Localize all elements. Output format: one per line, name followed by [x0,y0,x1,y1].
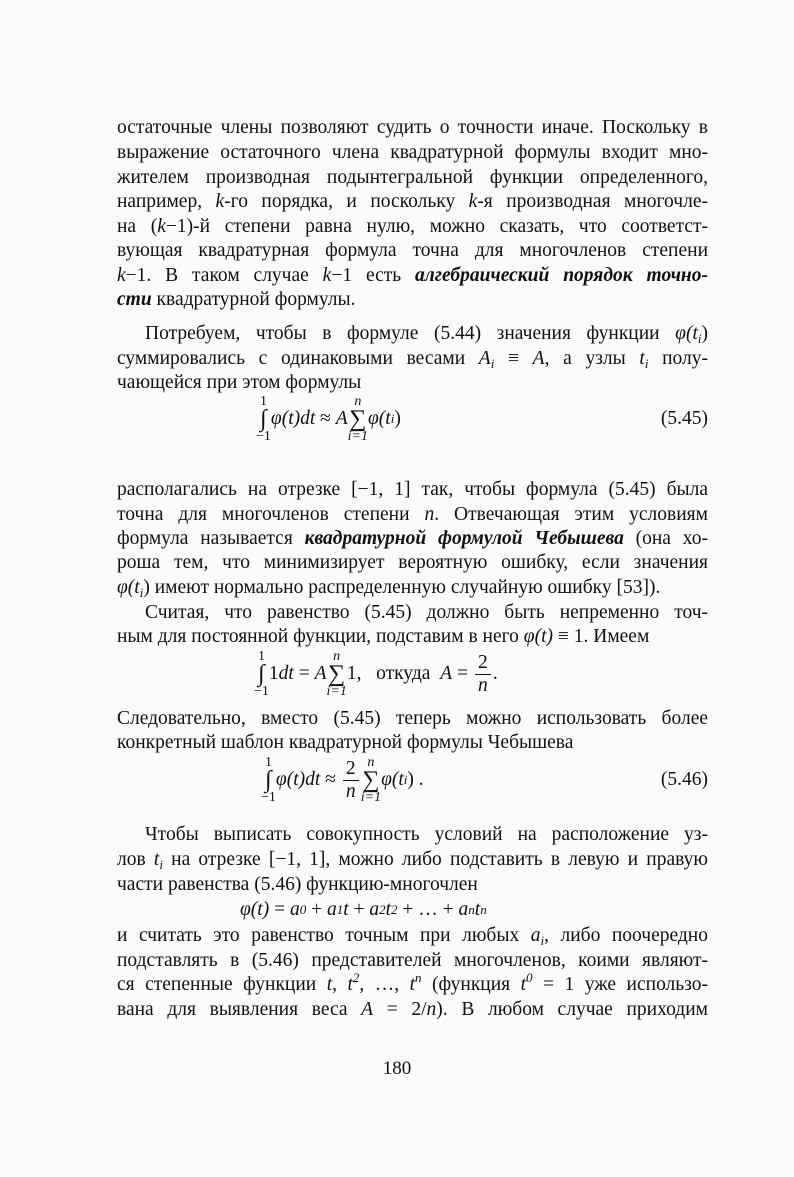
text-line [117,265,708,286]
text-segment: ≈ [320,769,341,790]
text-line [117,708,708,729]
math-segment: n [415,970,422,985]
text-segment: 1 [268,663,279,684]
text-line [117,348,708,369]
integral-operator [256,395,271,443]
text-line [117,577,708,598]
text-line [117,950,708,971]
text-line [145,824,708,845]
math-segment: 0 [526,970,533,985]
integral-lower-limit: −1 [254,684,269,699]
line-content [117,142,708,163]
formula-main: φ(t) = a 0 + a 1 t + a 2 t 2 + … + a n t n [240,899,487,920]
math-segment: k [215,191,225,212]
text-line [117,732,708,753]
text-segment: на отрезке [−1, 1], можно либо подставить в левую и правую [162,849,708,870]
text-line [117,528,708,549]
text-segment: выражение остаточного члена квадратурной формулы входит мно- [117,142,708,163]
line-content [117,265,708,286]
math-segment: A [335,408,348,429]
sum-upper-limit: n [333,649,341,664]
formula-row [256,395,401,443]
line-content [117,191,708,212]
text-segment: = 2/ [373,999,427,1020]
text-segment: лов [117,849,154,870]
text-segment: -го порядка, и поскольку [224,191,469,212]
text-segment: , …, [359,974,410,995]
integral-operator [254,650,269,698]
line-content [117,999,708,1020]
math-segment: n [424,504,435,525]
line-content [145,323,708,344]
text-segment: ) . [407,769,424,790]
integral-upper-limit: 1 [257,649,265,664]
text-segment: ≈ [315,408,336,429]
math-segment: t [153,849,160,870]
text-segment: , [332,974,348,995]
text-line [117,289,708,310]
text-line [117,191,708,212]
math-segment: i [644,356,649,371]
text-segment: -я производная многочле- [477,191,708,212]
line-content [117,970,709,995]
sum-sign: ∑ [362,767,380,793]
formula-tail: . [492,663,498,684]
math-segment: A [361,999,374,1020]
text-segment: конкретный шаблон квадратурной формулы Чебышева [117,732,574,753]
text-segment: вующая квадратурная формула точна для многочленов степени [117,240,708,261]
math-segment: k [157,216,166,237]
line-content [145,602,708,623]
sum-lower-limit: i=1 [326,684,347,699]
formula-main [254,650,473,698]
text-segment: = [452,663,473,684]
math-segment: φ(t [675,323,698,344]
math-segment: a [289,899,300,920]
math-segment: A [440,663,453,684]
math-segment: k [468,191,478,212]
math-segment: t [474,899,481,920]
math-segment: i [540,933,545,948]
math-segment: A [532,348,545,369]
fraction-denominator: n [345,780,356,802]
text-segment: располагались на отрезке [−1, 1] так, чтобы формула (5.45) была [117,479,708,500]
text-line [117,849,708,870]
text-segment: например, [117,191,216,212]
math-segment: φ(t) [240,899,270,920]
text-segment: Считая, что равенство (5.45) должно быть непременно точ- [145,602,708,623]
text-segment: + [306,899,327,920]
text-segment: (функция [421,974,521,995]
text-line [117,167,708,188]
text-segment: полу- [648,348,708,369]
text-segment: , а узлы [544,348,640,369]
sum-upper-limit: n [367,755,375,770]
text-segment: вана для выявления веса [117,999,362,1020]
text-segment: ≡ 1. Имеем [552,626,650,647]
text-segment: = [269,899,290,920]
sum-operator [327,650,347,698]
line-content [117,348,708,369]
text-line [117,479,708,500]
text-segment: Чтобы выписать совокупность условий на расположение уз- [145,824,708,845]
text-segment: . Отвечающая этим условиям [434,504,708,525]
line-content [117,216,708,237]
math-segment: φ(t)dt [275,769,321,790]
math-segment: t [326,974,333,995]
fraction-numerator: 2 [345,757,356,779]
math-segment: n [426,999,437,1020]
line-content [117,950,708,971]
formula-polynomial [240,899,487,921]
formula-row [261,756,424,804]
text-segment: ся степенные функции [117,974,327,995]
line-content [117,708,708,729]
text-segment: −1)-й степени равна нулю, можно сказать, что соответст- [165,216,708,237]
text-line [117,142,708,163]
text-line [117,216,708,237]
math-segment: A [314,663,327,684]
integral-sign: ∫ [258,661,265,687]
fraction [475,653,491,696]
fraction-denominator: n [477,674,488,696]
integral-upper-limit: 1 [259,394,267,409]
math-segment: φ(t [117,577,140,598]
text-line [117,874,708,895]
line-content [117,925,708,946]
line-content [117,504,708,525]
text-line [117,117,708,138]
text-line [145,602,708,623]
page-number: 180 [382,1058,412,1079]
text-segment: 1, откуда [346,663,441,684]
math-segment: φ(t)dt [270,408,316,429]
text-segment: ным для постоянной функции, подставим в него [117,626,524,647]
integral-sign: ∫ [265,767,272,793]
sum-operator [348,395,368,443]
equation-number: (5.45) [660,408,708,429]
text-segment: подставлять в (5.46) представителей многочленов, коими являют- [117,950,708,971]
text-segment: ) [701,323,708,344]
math-segment: t [385,899,392,920]
text-line [117,925,708,946]
text-segment: остаточные члены позволяют судить о точности иначе. Поскольку в [117,117,708,138]
integral-lower-limit: −1 [261,790,276,805]
text-segment: на ( [117,216,158,237]
text-line [117,970,709,995]
line-content [145,824,708,845]
line-content [117,528,708,549]
text-segment: ) имеют нормально распределенную случайную ошибку [53]). [143,577,661,598]
math-segment: t [343,899,349,920]
line-content [117,240,708,261]
text-line [117,552,708,573]
text-segment: суммировались с одинаковыми весами [117,348,479,369]
math-segment: a [326,899,337,920]
emphasized-term: сти [117,289,152,310]
math-segment: i [697,331,702,346]
text-segment: чающейся при этом формулы [117,372,362,393]
text-line [117,999,708,1020]
text-segment: квадратурной формулы. [151,289,356,310]
sum-sign: ∑ [349,406,367,432]
line-content [117,117,708,138]
math-segment: φ(t [381,769,404,790]
text-segment: , либо поочередно [544,925,708,946]
fraction [343,759,359,802]
formula-row [254,650,498,698]
line-content [117,479,708,500]
text-segment: −1 есть [331,265,416,286]
sum-lower-limit: i=1 [360,790,382,805]
text-line [145,323,708,344]
text-segment: ). В любом случае приходим [436,999,708,1020]
text-line [117,504,708,525]
math-segment: a [458,899,469,920]
text-segment: Потребуем, чтобы в формуле (5.44) значения функции [145,323,676,344]
math-segment: t [347,974,353,995]
formula-main-right: n ∑ i=1 φ(t i ) . [360,755,424,805]
text-segment: роша тем, что минимизирует вероятную ошибку, если значения [117,552,708,573]
emphasized-term: квадратурной формулой Чебышева [304,528,624,549]
text-segment: −1. В таком случае [125,265,323,286]
sum-upper-limit: n [354,394,362,409]
text-line [117,626,708,647]
text-segment: + [348,899,370,920]
fraction-numerator: 2 [477,651,488,673]
text-segment: = 1 уже использо- [532,974,709,995]
math-segment: k [322,265,332,286]
text-segment: = [293,663,315,684]
math-segment: t [409,974,416,995]
math-segment: t [520,974,527,995]
text-segment: жителем производная подынтегральной функции определенного, [117,167,708,188]
text-segment: части равенства (5.46) функцию-многочлен [117,874,478,895]
line-content [117,167,708,188]
math-segment: i [490,356,495,371]
text-line [117,372,708,393]
math-segment: i [139,585,144,600]
integral-upper-limit: 1 [264,755,272,770]
text-line [117,240,708,261]
text-segment: формула называется [117,528,305,549]
text-segment: + … + [397,899,459,920]
math-segment: i [159,857,163,872]
text-segment: (она хо- [623,528,708,549]
math-segment: φ(t [368,408,391,429]
equation-number: (5.46) [660,769,708,790]
sum-sign: ∑ [328,661,346,687]
math-segment: 2 [352,970,360,985]
integral-lower-limit: −1 [256,429,271,444]
integral-operator [261,756,276,804]
sum-lower-limit: i=1 [347,429,368,444]
text-segment: ≡ [494,348,533,369]
math-segment: A [478,348,491,369]
text-segment: ) [394,408,401,429]
line-content [117,849,708,870]
sum-operator [361,756,381,804]
math-segment: φ(t) [523,626,553,647]
text-segment: Следовательно, вместо (5.45) теперь можно использовать более [117,708,708,729]
line-content [117,552,708,573]
emphasized-term: алгебраический порядок точно- [415,265,708,286]
math-segment: k [117,265,126,286]
text-segment: и считать это равенство точным при любых [117,925,531,946]
math-segment: dt [278,663,294,684]
formula-main: 1 ∫ −1 φ(t)dt ≈ A n ∑ i=1 φ(t i ) [256,394,401,444]
math-segment: a [369,899,380,920]
math-segment: a [530,925,541,946]
math-segment: t [639,348,645,369]
text-segment: точна для многочленов степени [117,504,425,525]
formula-main-left [261,756,341,804]
integral-sign: ∫ [260,406,267,432]
